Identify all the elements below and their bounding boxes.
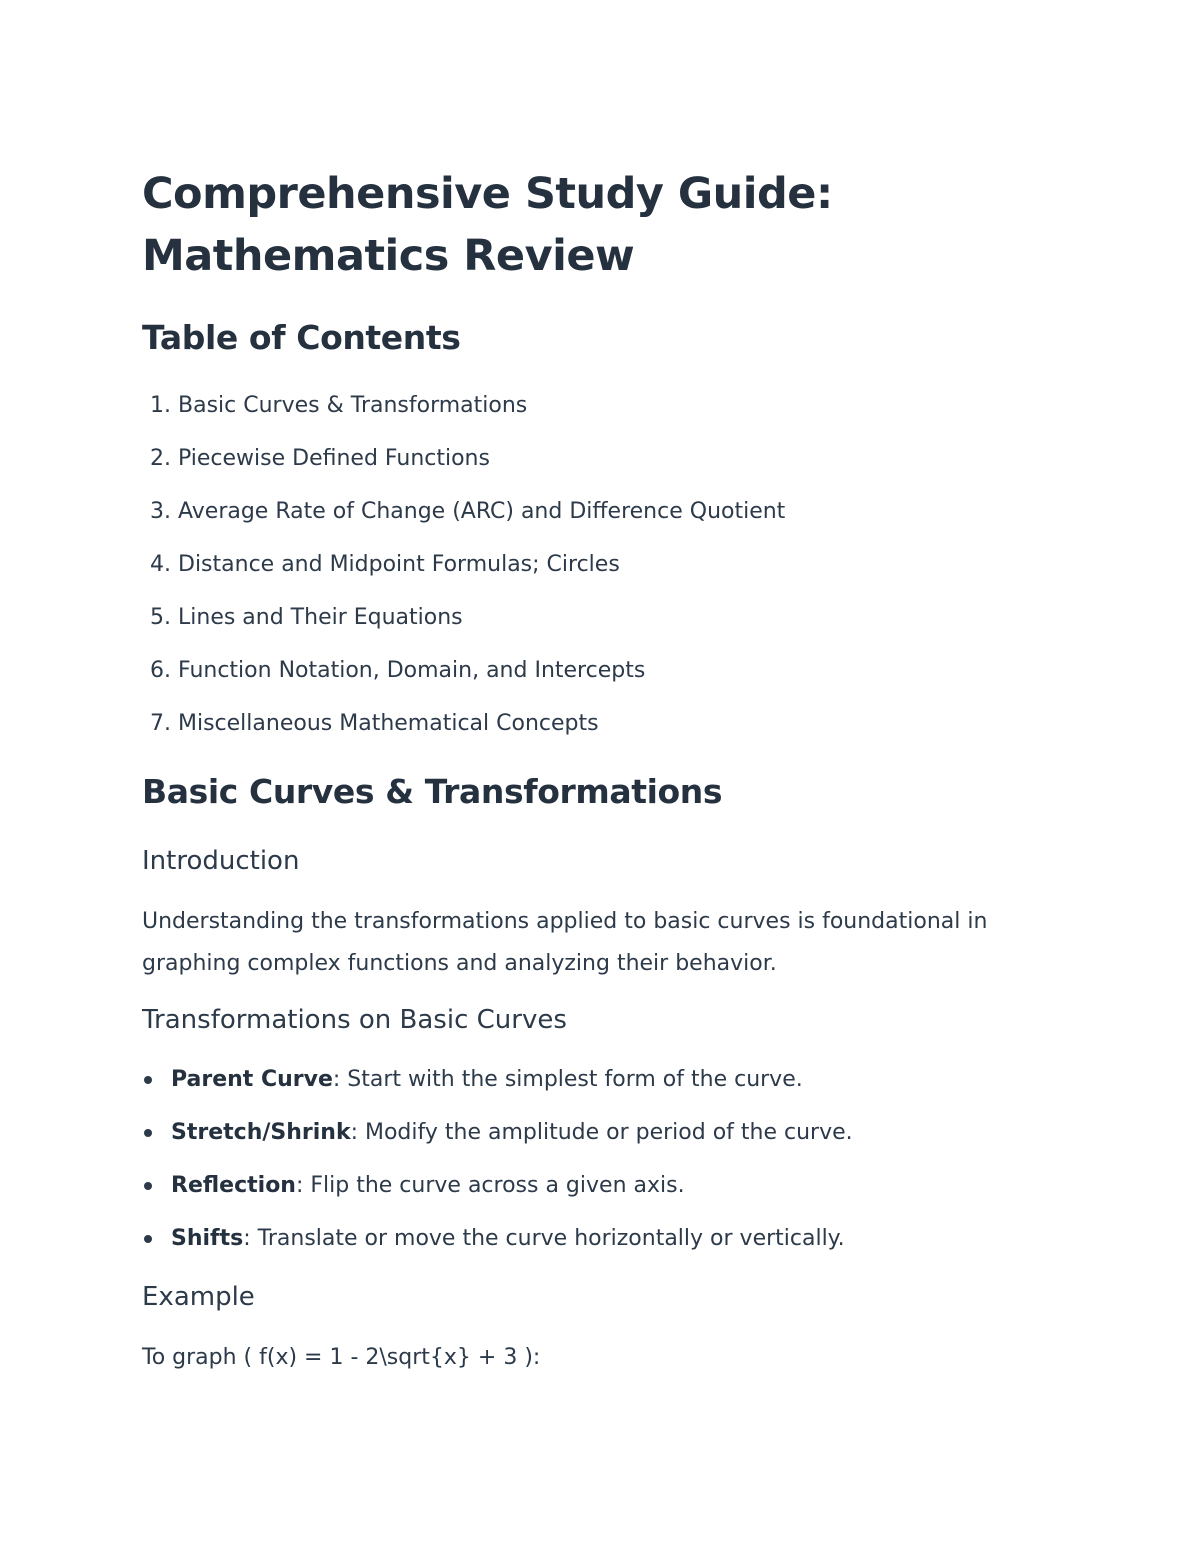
list-item-desc: : Translate or move the curve horizontally or vertically.: [243, 1226, 845, 1251]
intro-paragraph: Understanding the transformations applied to basic curves is foundational in graphing complex functions and analyzing their behavior.: [142, 909, 988, 976]
toc-item-text: Function Notation, Domain, and Intercepts: [178, 658, 646, 683]
toc-item-text: Average Rate of Change (ARC) and Difference Quotient: [178, 499, 786, 524]
toc-item-number: 2.: [150, 446, 171, 471]
toc-item[interactable]: [142, 547, 785, 600]
list-item-term: Shifts: [171, 1226, 244, 1251]
toc-item-number: 7.: [150, 711, 171, 736]
toc-item-number: 5.: [150, 605, 171, 630]
toc-item[interactable]: [142, 600, 785, 653]
list-item: [142, 1062, 853, 1115]
subsection-heading-example: Example: [142, 1282, 255, 1312]
transformations-list: [142, 1062, 853, 1274]
toc-item-text: Distance and Midpoint Formulas; Circles: [178, 552, 620, 577]
bullet-icon: [144, 1235, 152, 1243]
toc-item[interactable]: [142, 494, 785, 547]
toc-item[interactable]: [142, 441, 785, 494]
list-item-desc: : Start with the simplest form of the curve.: [332, 1067, 803, 1092]
list-item-desc: : Flip the curve across a given axis.: [295, 1173, 685, 1198]
toc-item-number: 6.: [150, 658, 171, 683]
list-item: [142, 1221, 853, 1274]
bullet-icon: [144, 1182, 152, 1190]
example-paragraph: To graph ( f(x) = 1 - 2\sqrt{x} + 3 ):: [142, 1345, 541, 1370]
list-item-term: Stretch/Shrink: [171, 1120, 351, 1145]
list-item-term: Parent Curve: [171, 1067, 333, 1092]
toc-item-text: Piecewise Defined Functions: [178, 446, 490, 471]
subsection-heading-introduction: Introduction: [142, 846, 300, 876]
toc-item-number: 1.: [150, 393, 171, 418]
toc-item-text: Miscellaneous Mathematical Concepts: [178, 711, 599, 736]
toc-item[interactable]: [142, 388, 785, 441]
list-item-desc: : Modify the amplitude or period of the curve.: [350, 1120, 853, 1145]
bullet-icon: [144, 1129, 152, 1137]
bullet-icon: [144, 1076, 152, 1084]
toc-item[interactable]: [142, 653, 785, 706]
toc-item-number: 4.: [150, 552, 171, 577]
toc-item-text: Basic Curves & Transformations: [178, 393, 528, 418]
list-item: [142, 1168, 853, 1221]
toc-heading: Table of Contents: [142, 318, 461, 357]
list-item-term: Reflection: [171, 1173, 296, 1198]
document-title: Comprehensive Study Guide: Mathematics Review: [142, 169, 833, 281]
subsection-heading-transformations: Transformations on Basic Curves: [142, 1005, 567, 1035]
toc-item-number: 3.: [150, 499, 171, 524]
table-of-contents: [142, 388, 785, 759]
toc-item[interactable]: [142, 706, 785, 759]
list-item: [142, 1115, 853, 1168]
section-heading: Basic Curves & Transformations: [142, 772, 723, 811]
toc-item-text: Lines and Their Equations: [178, 605, 463, 630]
